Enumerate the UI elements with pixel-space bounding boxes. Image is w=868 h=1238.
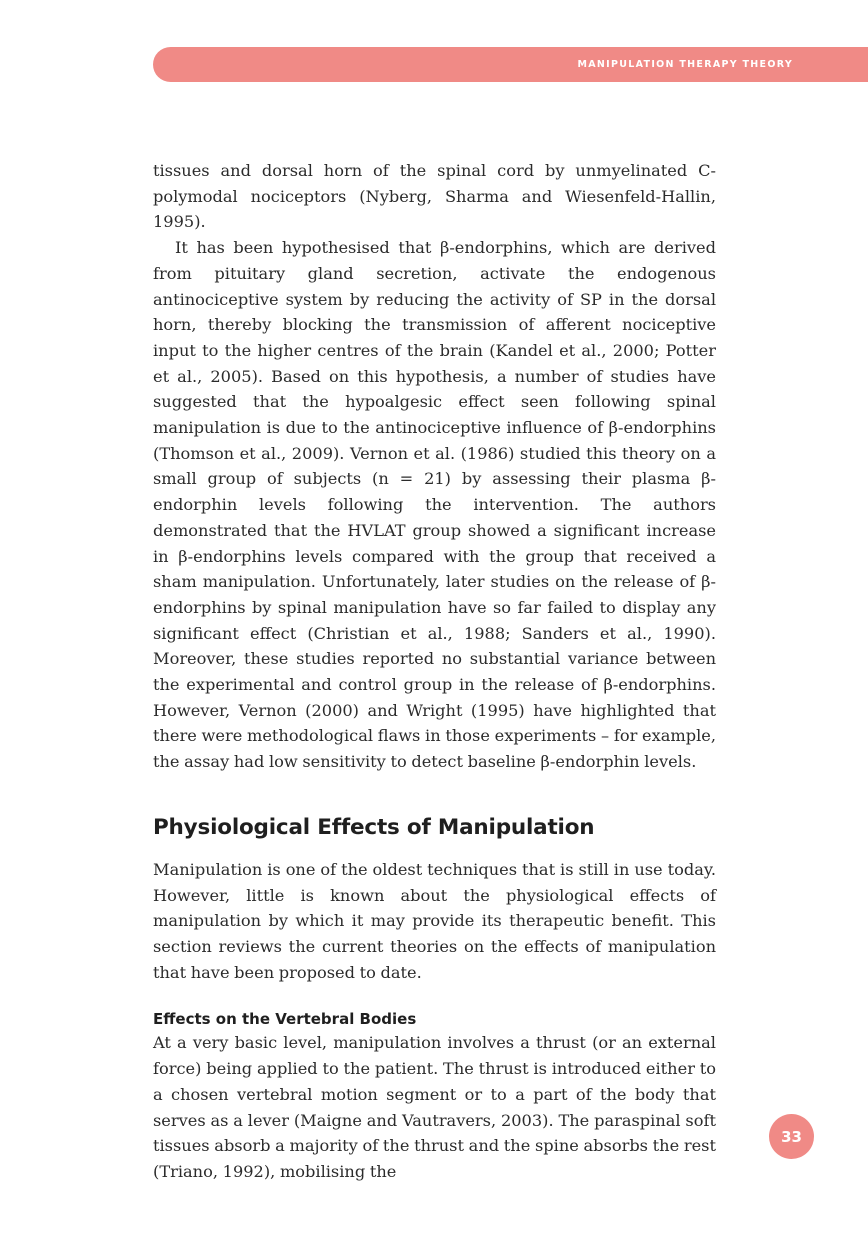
running-header-bar [153,47,868,82]
body-paragraph: Manipulation is one of the oldest techniques that is still in use today. However, little is known about the physiological effects of manipulation by which it may provide its therapeutic benefit. This section reviews the current theories on the effects of manipulation that have been proposed to date. [153,859,716,982]
page-number-badge [769,1114,814,1159]
page-number: 33 [781,1127,802,1146]
body-paragraph: It has been hypothesised that β-endorphins, which are derived from pituitary gland secretion, activate the endogenous antinociceptive system by reducing the activity of SP in the dorsal horn, thereby blocking the transmission of afferent nociceptive input to the higher centres of the brain (Kandel et al., 2000; Potter et al., 2005). Based on this hypothesis, a number of studies have suggested that the hypoalgesic effect seen following spinal manipulation is due to the antinociceptive influence of β-endorphins (Thomson et al., 2009). Vernon et al. (1986) studied this theory on a small group of subjects (n = 21) by assessing their plasma β-endorphin levels following the intervention. The authors demonstrated that the HVLAT group showed a significant increase in β-endorphins levels compared with the group that received a sham manipulation. Unfortunately, later studies on the release of β-endorphins by spinal manipulation have so far failed to display any significant effect (Christian et al., 1988; Sanders et al., 1990). Moreover, these studies reported no substantial variance between the experimental and control group in the release of β-endorphins. However, Vernon (2000) and Wright (1995) have highlighted that there were methodological flaws in those experiments – for example, the assay had low sensitivity to detect baseline β-endorphin levels. [153,238,716,772]
body-paragraph: tissues and dorsal horn of the spinal cord by unmyelinated C-polymodal nociceptors (Nyberg, Sharma and Wiesenfeld-Hallin, 1995). [153,161,716,232]
page-body [153,158,716,1185]
section-heading: Physiological Effects of Manipulation [153,814,595,840]
running-header-title: MANIPULATION THERAPY THEORY [577,59,793,70]
body-paragraph: At a very basic level, manipulation involves a thrust (or an external force) being applied to the patient. The thrust is introduced either to a chosen vertebral motion segment or to a part of the body that serves as a lever (Maigne and Vautravers, 2003). The paraspinal soft tissues absorb a majority of the thrust and the spine absorbs the rest (Triano, 1992), mobilising the [153,1033,716,1181]
subsection-heading: Effects on the Vertebral Bodies [153,1010,417,1029]
